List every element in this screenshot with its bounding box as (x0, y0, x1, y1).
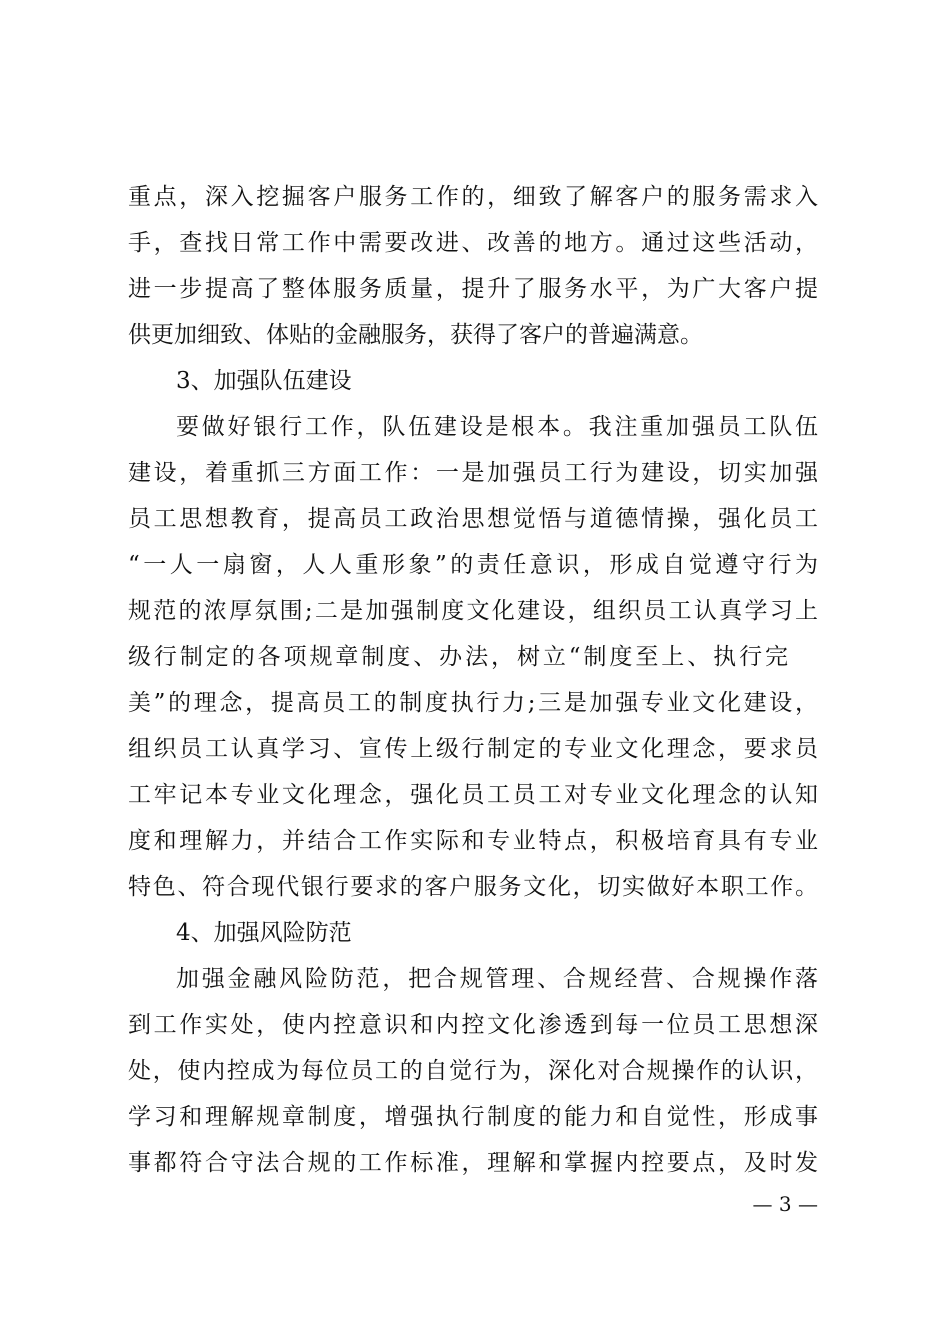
paragraph-line: 重点，深入挖掘客户服务工作的，细致了解客户的服务需求入 (128, 184, 818, 210)
paragraph-line: 工牢记本专业文化理念，强化员工员工对专业文化理念的认知 (128, 782, 818, 808)
paragraph-line: 供更加细致、体贴的金融服务，获得了客户的普遍满意。 (128, 322, 703, 348)
paragraph-line: 加强金融风险防范，把合规管理、合规经营、合规操作落 (176, 966, 818, 992)
paragraph-line: 组织员工认真学习、宣传上级行制定的专业文化理念，要求员 (128, 736, 818, 762)
paragraph-line: 到工作实处，使内控意识和内控文化渗透到每一位员工思想深 (128, 1012, 818, 1038)
paragraph-line: “一人一扇窗，人人重形象”的责任意识，形成自觉遵守行为 (128, 552, 818, 578)
paragraph-line: 学习和理解规章制度，增强执行制度的能力和自觉性，形成事 (128, 1104, 818, 1130)
paragraph-line: 特色、符合现代银行要求的客户服务文化，切实做好本职工作。 (128, 874, 818, 900)
section-heading-3: 3、加强队伍建设 (176, 368, 352, 394)
page-number: — 3 — (752, 1192, 818, 1216)
paragraph-line: 规范的浓厚氛围;二是加强制度文化建设，组织员工认真学习上 (128, 598, 818, 624)
paragraph-line: 进一步提高了整体服务质量，提升了服务水平，为广大客户提 (128, 276, 818, 302)
section-heading-4: 4、加强风险防范 (176, 920, 352, 946)
paragraph-line: 级行制定的各项规章制度、办法，树立“制度至上、执行完 (128, 644, 788, 670)
paragraph-line: 事都符合守法合规的工作标准，理解和掌握内控要点，及时发 (128, 1150, 818, 1176)
paragraph-line: 手，查找日常工作中需要改进、改善的地方。通过这些活动， (128, 230, 818, 256)
paragraph-line: 员工思想教育，提高员工政治思想觉悟与道德情操，强化员工 (128, 506, 818, 532)
paragraph-line: 度和理解力，并结合工作实际和专业特点，积极培育具有专业 (128, 828, 818, 854)
paragraph-line: 要做好银行工作，队伍建设是根本。我注重加强员工队伍 (176, 414, 818, 440)
paragraph-line: 美”的理念，提高员工的制度执行力;三是加强专业文化建设， (128, 690, 818, 716)
paragraph-line: 建设，着重抓三方面工作：一是加强员工行为建设，切实加强 (128, 460, 818, 486)
paragraph-line: 处，使内控成为每位员工的自觉行为，深化对合规操作的认识， (128, 1058, 818, 1084)
